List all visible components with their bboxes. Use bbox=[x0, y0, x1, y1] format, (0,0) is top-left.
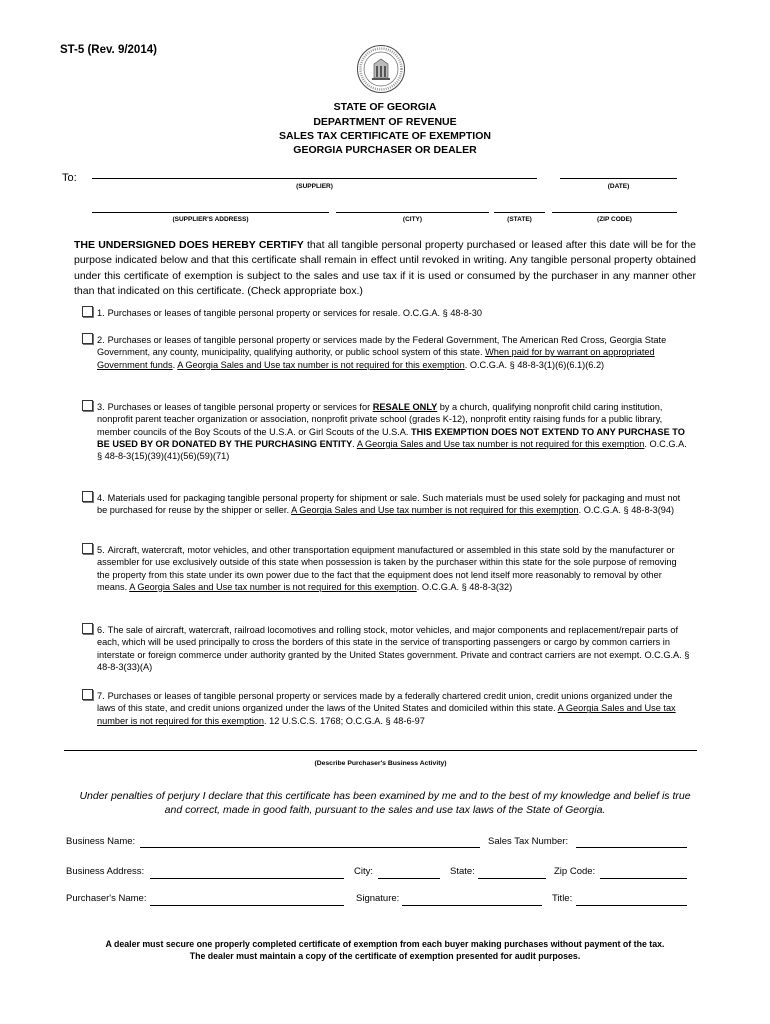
georgia-revenue-seal-icon bbox=[356, 44, 406, 94]
footer-line-2: The dealer must maintain a copy of the certificate of exemption presented for audit purposes. bbox=[189, 950, 581, 961]
footer-line-1: A dealer must secure one properly completed certificate of exemption from each buyer making purchases without payment of the tax. bbox=[105, 939, 665, 949]
exemption-item-1: 1. Purchases or leases of tangible personal property or services for resale. O.C.G.A. § 48-8-30 bbox=[82, 306, 690, 319]
business-city-field[interactable] bbox=[378, 878, 440, 879]
exemption-item-4: 4. Materials used for packaging tangible personal property for shipment or sale. Such materials must be used solely for packaging and must not be purchased for reuse by the shipper or seller. A Georgia Sales and Use tax number is not required for this exemption. O.C.G.A. § 48-8-3(94) bbox=[82, 491, 690, 517]
city-label: City: bbox=[354, 866, 373, 877]
business-activity-caption: (Describe Purchaser's Business Activity) bbox=[314, 760, 447, 767]
state-field[interactable] bbox=[494, 212, 545, 213]
supplier-caption: (SUPPLIER) bbox=[296, 183, 333, 190]
exemption-item-2: 2. Purchases or leases of tangible personal property or services made by the Federal Government, The American Red Cross, Georgia State Government, any county, municipality, qualifying authority, or public school system of this state. When paid for by warrant on appropriated Government funds. A Georgia Sales and Use tax number is not required for this exemption. O.C.G.A. § 48-8-3(1)(6)(6.1)(6.2) bbox=[82, 333, 690, 371]
signature-field[interactable] bbox=[402, 905, 542, 906]
exemption-6-checkbox[interactable] bbox=[82, 623, 93, 634]
exemption-item-6: 6. The sale of aircraft, watercraft, railroad locomotives and rolling stock, motor vehicles, and major components and replacement/repair parts of each, which will be used principally to cross the borders of this state in the service of transporting passengers or cargo by common carriers in interstate or foreign commerce under authority granted by the United States government. Private and contract carriers are not exempt. O.C.G.A. § 48-8-3(33)(A) bbox=[82, 623, 690, 673]
exemption-1-checkbox[interactable] bbox=[82, 306, 93, 317]
exemption-3-checkbox[interactable] bbox=[82, 400, 93, 411]
zip-caption: (ZIP CODE) bbox=[597, 216, 632, 223]
business-address-field[interactable] bbox=[150, 878, 344, 879]
title-label: Title: bbox=[552, 893, 573, 904]
supplier-field[interactable] bbox=[92, 178, 537, 179]
business-zip-field[interactable] bbox=[600, 878, 687, 879]
city-caption: (CITY) bbox=[402, 216, 423, 223]
date-field[interactable] bbox=[560, 178, 677, 179]
certify-text: that all tangible personal property purchased or leased after this date will be for the purpose indicated below and that this certificate shall remain in effect until revoked in writing. Any tangible personal property obtained under this certificate of exemption is subject to the sales and use tax if it is used or consumed by the purchaser in any manner other than that indicated on this certificate. (Check appropriate box.) bbox=[74, 239, 696, 297]
purchaser-name-field[interactable] bbox=[150, 905, 344, 906]
date-caption: (DATE) bbox=[607, 183, 630, 190]
sales-tax-number-field[interactable] bbox=[576, 847, 687, 848]
business-address-label: Business Address: bbox=[66, 866, 145, 877]
zip-field[interactable] bbox=[552, 212, 677, 213]
to-label: To: bbox=[62, 172, 77, 184]
state-caption: (STATE) bbox=[507, 216, 532, 223]
city-field[interactable] bbox=[336, 212, 489, 213]
footer-notice bbox=[0, 939, 770, 962]
exemption-7-checkbox[interactable] bbox=[82, 689, 93, 700]
state-label: State: bbox=[450, 866, 475, 877]
perjury-statement: Under penalties of perjury I declare that this certificate has been examined by me and to the best of my knowledge and belief is true and correct, made in good faith, pursuant to the sales and use tax laws of the State of Georgia. bbox=[79, 790, 691, 816]
title-field[interactable] bbox=[576, 905, 687, 906]
form-id: ST-5 (Rev. 9/2014) bbox=[60, 44, 157, 56]
business-name-field[interactable] bbox=[140, 847, 480, 848]
exemption-item-7: 7. Purchases or leases of tangible personal property or services made by a federally chartered credit union, credit unions organized under the laws of this state, and credit unions organized under the laws of the United States and domiciled within this state. A Georgia Sales and Use tax number is not required for this exemption. 12 U.S.C.S. 1768; O.C.G.A. § 48-6-97 bbox=[82, 689, 690, 727]
exemption-item-3: 3. Purchases or leases of tangible personal property or services for RESALE ONLY by a church, qualifying nonprofit child caring institution, nonprofit parent teacher organization or association, nonprofit private school (grades K-12), nonprofit entity raising funds for a public library, member councils of the Boy Scouts of the U.S.A. or Girl Scouts of the U.S.A. THIS EXEMPTION DOES NOT EXTEND TO ANY PURCHASE TO BE USED BY OR DONATED BY THE PURCHASING ENTITY. A Georgia Sales and Use tax number is not required for this exemption. O.C.G.A. § 48-8-3(15)(39)(41)(56)(59)(71) bbox=[82, 400, 690, 462]
certify-statement bbox=[74, 238, 696, 299]
business-activity-field[interactable] bbox=[64, 750, 697, 751]
header-department: DEPARTMENT OF REVENUE bbox=[313, 116, 457, 128]
exemption-2-checkbox[interactable] bbox=[82, 333, 93, 344]
sales-tax-number-label: Sales Tax Number: bbox=[488, 836, 569, 847]
exemption-5-checkbox[interactable] bbox=[82, 543, 93, 554]
zip-code-label: Zip Code: bbox=[554, 866, 596, 877]
header-subtitle: GEORGIA PURCHASER OR DEALER bbox=[293, 144, 477, 156]
business-name-label: Business Name: bbox=[66, 836, 136, 847]
exemption-4-checkbox[interactable] bbox=[82, 491, 93, 502]
header-title: SALES TAX CERTIFICATE OF EXEMPTION bbox=[279, 130, 491, 142]
purchaser-name-label: Purchaser's Name: bbox=[66, 893, 147, 904]
address-caption: (SUPPLIER'S ADDRESS) bbox=[172, 216, 249, 223]
exemption-item-5: 5. Aircraft, watercraft, motor vehicles, and other transportation equipment manufactured or assembled in this state sold by the manufacturer or assembler for use exclusively outside of this state when possession is taken by the purchaser within this state for the sole purpose of removing the property from this state under its own power due to the fact that the equipment does not lend itself more reasonably to removal by other means. A Georgia Sales and Use tax number is not required for this exemption. O.C.G.A. § 48-8-3(32) bbox=[82, 543, 690, 593]
certify-lead: THE UNDERSIGNED DOES HEREBY CERTIFY bbox=[74, 239, 304, 251]
business-state-field[interactable] bbox=[478, 878, 546, 879]
supplier-address-field[interactable] bbox=[92, 212, 329, 213]
signature-label: Signature: bbox=[356, 893, 400, 904]
header-state: STATE OF GEORGIA bbox=[333, 101, 437, 113]
